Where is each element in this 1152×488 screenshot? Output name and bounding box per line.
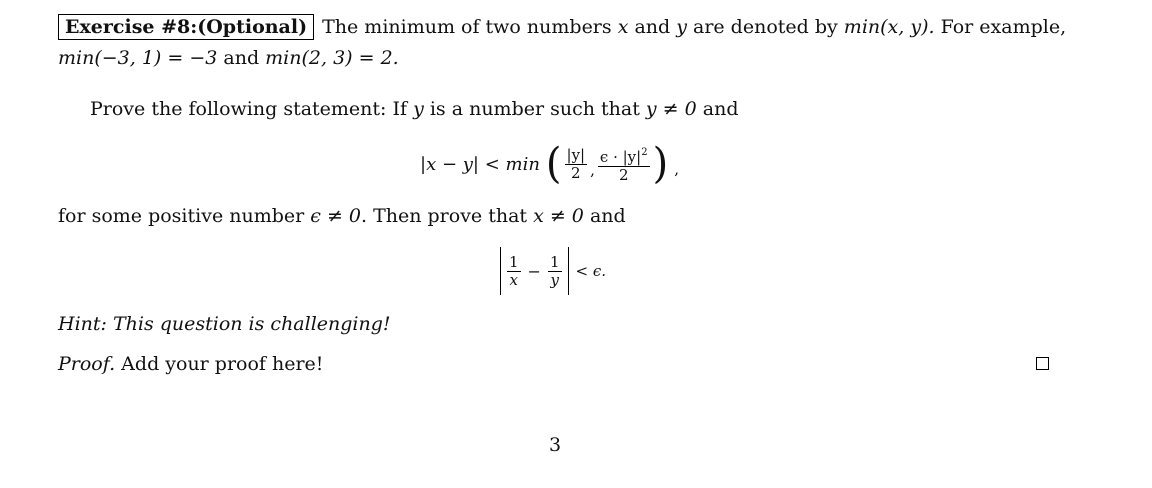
ineq2-tail: < ϵ. [575,262,607,280]
statement-condition: y ≠ 0 [645,98,697,120]
min-notation: min(x, y). [843,16,935,38]
inequality-1 [420,140,679,188]
frac1-numerator: |y| [566,145,586,164]
intro-text-2: are denoted by [686,16,844,38]
hint-line [58,312,391,336]
var-y: y [676,16,687,38]
followup-text-3: and [583,205,626,227]
ineq2-minus: − [527,261,541,281]
frac2-exponent: 2 [641,147,648,158]
intro-text-1: The minimum of two numbers [316,16,618,38]
abs-bar-right [568,247,569,295]
frac2-denominator: 2 [618,166,629,184]
followup-text-1: for some positive number [58,205,311,227]
example-2: min(2, 3) = 2. [265,47,399,69]
qed-box-icon [1036,357,1049,370]
ineq2-frac2-numerator: 1 [549,252,560,271]
exercise-intro-line [58,14,1066,40]
exercise-examples-line [58,46,399,70]
ineq2-frac2-denominator: y [550,270,559,289]
example-1: min(−3, 1) = −3 [58,47,218,69]
var-x: x [617,16,629,38]
statement-line [90,97,739,121]
left-paren: ( [545,139,562,189]
proof-text: Add your proof here! [115,353,324,375]
proof-line [58,352,323,376]
ineq2-frac1-numerator: 1 [509,252,519,271]
ineq1-lhs: |x − y| < min [420,153,540,175]
ineq2-fraction-1 [507,254,521,289]
ineq2-fraction-2 [548,254,562,289]
intro-text-3: For example, [934,16,1067,38]
exercise-label: Exercise #8:(Optional) [58,14,314,40]
x-condition: x ≠ 0 [533,205,584,227]
eps-condition: ϵ ≠ 0 [310,205,361,227]
ineq1-comma: , [590,161,595,179]
right-paren: ) [652,139,669,189]
statement-var-y: y [413,98,424,120]
frac2-numerator [598,144,650,167]
page-number: 3 [549,434,562,456]
hint-text: Hint: This question is challenging! [58,313,391,335]
statement-text-2: is a number such that [423,98,646,120]
followup-text-2: . Then prove that [361,205,534,227]
ineq1-fraction-1 [565,147,588,182]
ineq1-fraction-2 [598,144,650,184]
frac1-denominator: 2 [571,163,581,182]
intro-and: and [628,16,677,38]
statement-text-1: Prove the following statement: If [90,98,414,120]
followup-line [58,204,626,228]
statement-text-3: and [696,98,739,120]
ineq2-frac1-denominator: x [509,270,518,289]
frac2-numerator-base: ϵ · |y| [599,148,642,166]
example-and: and [217,47,266,69]
abs-bar-left [500,247,501,295]
ineq1-tail: , [674,160,679,178]
proof-label: Proof. [58,353,116,375]
inequality-2 [497,246,606,296]
